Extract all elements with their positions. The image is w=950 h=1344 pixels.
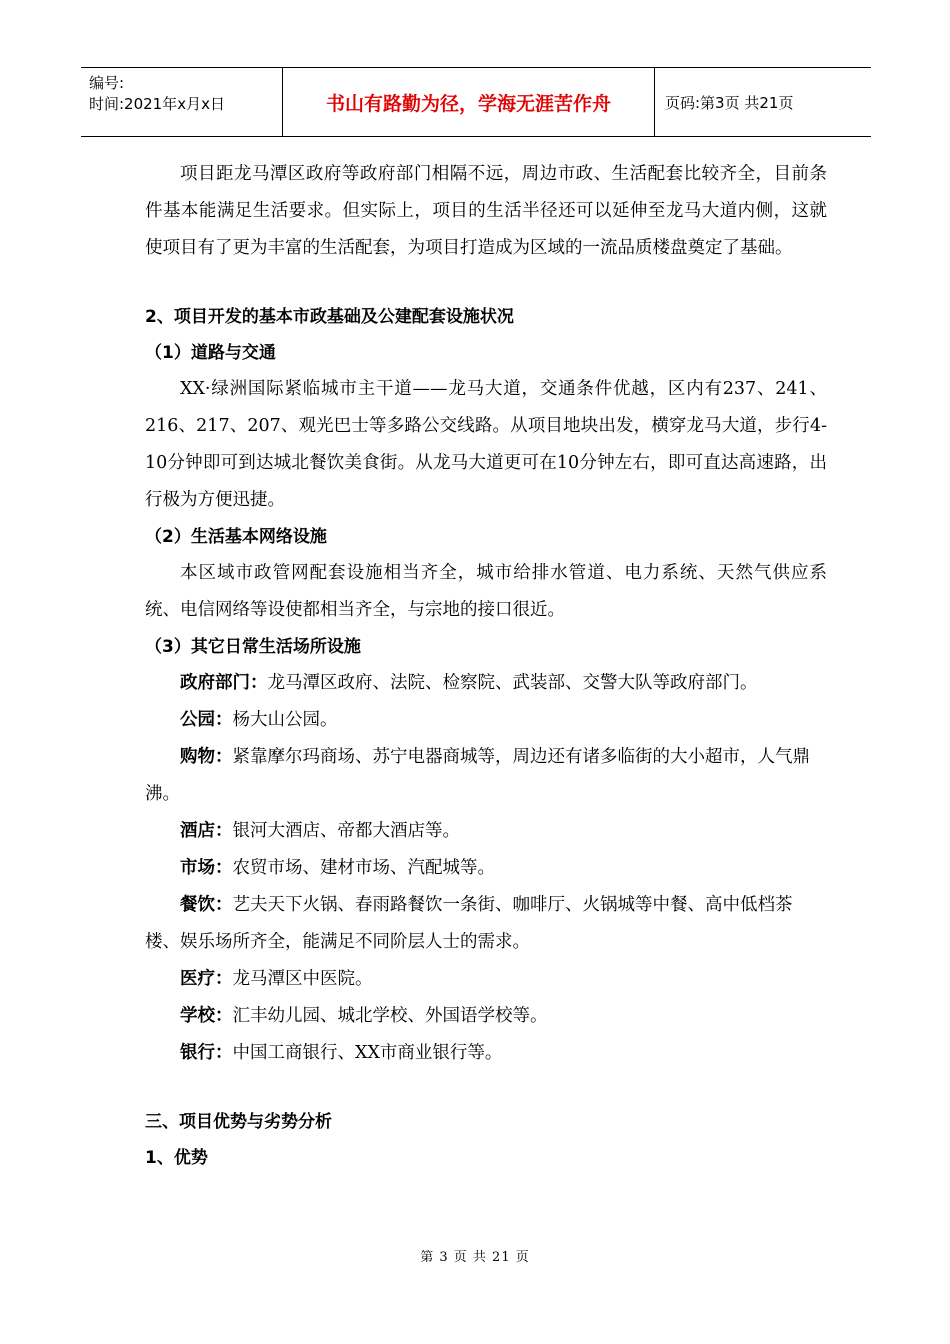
page-header: [81, 67, 871, 137]
facility-value: 杨大山公园。: [232, 710, 338, 730]
facility-value: 紧靠摩尔玛商场、苏宁电器商城等，周边还有诸多临街的大小超市，人气鼎沸。: [145, 747, 810, 804]
section-2-1-text: XX·绿洲国际紧临城市主干道——龙马大道，交通条件优越，区内有237、241、216、217、207、观光巴士等多路公交线路。从项目地块出发，横穿龙马大道，步行4-10分钟即可到达城北餐饮美食街。从龙马大道更可在10分钟左右，即可直达高速路，出行极为方便迅捷。: [145, 379, 827, 510]
facility-key: 政府部门：: [180, 673, 268, 693]
page-footer: 第 3 页 共 21 页: [420, 1250, 530, 1265]
header-motto: 书山有路勤为径，学海无涯苦作舟: [283, 68, 655, 136]
intro-paragraph: 项目距龙马潭区政府等政府部门相隔不远，周边市政、生活配套比较齐全，目前条件基本能满足生活要求。但实际上，项目的生活半径还可以延伸至龙马大道内侧，这就使项目有了更为丰富的生活配套，为项目打造成为区域的一流品质楼盘奠定了基础。: [145, 164, 827, 258]
facility-item-government: [145, 665, 827, 702]
header-left-cell: [81, 68, 283, 136]
section-2-3-title: （3）其它日常生活场所设施: [145, 637, 361, 657]
document-date: 时间:2021年x月x日: [89, 95, 225, 113]
header-page-info: 页码:第3页 共21页: [665, 93, 794, 112]
facility-item-market: [145, 850, 827, 887]
section-3-1-title: 1、优势: [145, 1148, 208, 1168]
section-3-title: 三、项目优势与劣势分析: [145, 1112, 332, 1132]
facility-key: 购物：: [180, 747, 233, 767]
facility-value: 艺夫天下火锅、春雨路餐饮一条街、咖啡厅、火锅城等中餐、高中低档茶楼、娱乐场所齐全，能满足不同阶层人士的需求。: [145, 895, 793, 952]
facility-item-park: [145, 702, 827, 739]
facility-value: 龙马潭区政府、法院、检察院、武装部、交警大队等政府部门。: [267, 673, 758, 693]
facility-item-bank: [145, 1035, 827, 1072]
facility-value: 银河大酒店、帝都大酒店等。: [232, 821, 460, 841]
facility-key: 公园：: [180, 710, 233, 730]
facility-key: 市场：: [180, 858, 233, 878]
facility-item-dining: [145, 887, 827, 961]
facility-key: 酒店：: [180, 821, 233, 841]
facility-key: 餐饮：: [180, 895, 233, 915]
section-2-title: 2、项目开发的基本市政基础及公建配套设施状况: [145, 307, 514, 327]
facility-value: 龙马潭区中医院。: [232, 969, 373, 989]
section-2-1-title: （1）道路与交通: [145, 343, 276, 363]
section-2-2-title: （2）生活基本网络设施: [145, 527, 327, 547]
facility-item-school: [145, 998, 827, 1035]
section-2-2-text: 本区域市政管网配套设施相当齐全，城市给排水管道、电力系统、天然气供应系统、电信网络等设使都相当齐全，与宗地的接口很近。: [145, 563, 827, 620]
facility-value: 汇丰幼儿园、城北学校、外国语学校等。: [232, 1006, 548, 1026]
facility-value: 中国工商银行、XX市商业银行等。: [232, 1043, 503, 1063]
facility-item-hotel: [145, 813, 827, 850]
facility-key: 医疗：: [180, 969, 233, 989]
document-number-label: 编号:: [89, 74, 125, 92]
facility-value: 农贸市场、建材市场、汽配城等。: [232, 858, 495, 878]
facility-item-medical: [145, 961, 827, 998]
facility-item-shopping: [145, 739, 827, 813]
document-body: [145, 156, 827, 1176]
facility-key: 银行：: [180, 1043, 233, 1063]
facility-key: 学校：: [180, 1006, 233, 1026]
